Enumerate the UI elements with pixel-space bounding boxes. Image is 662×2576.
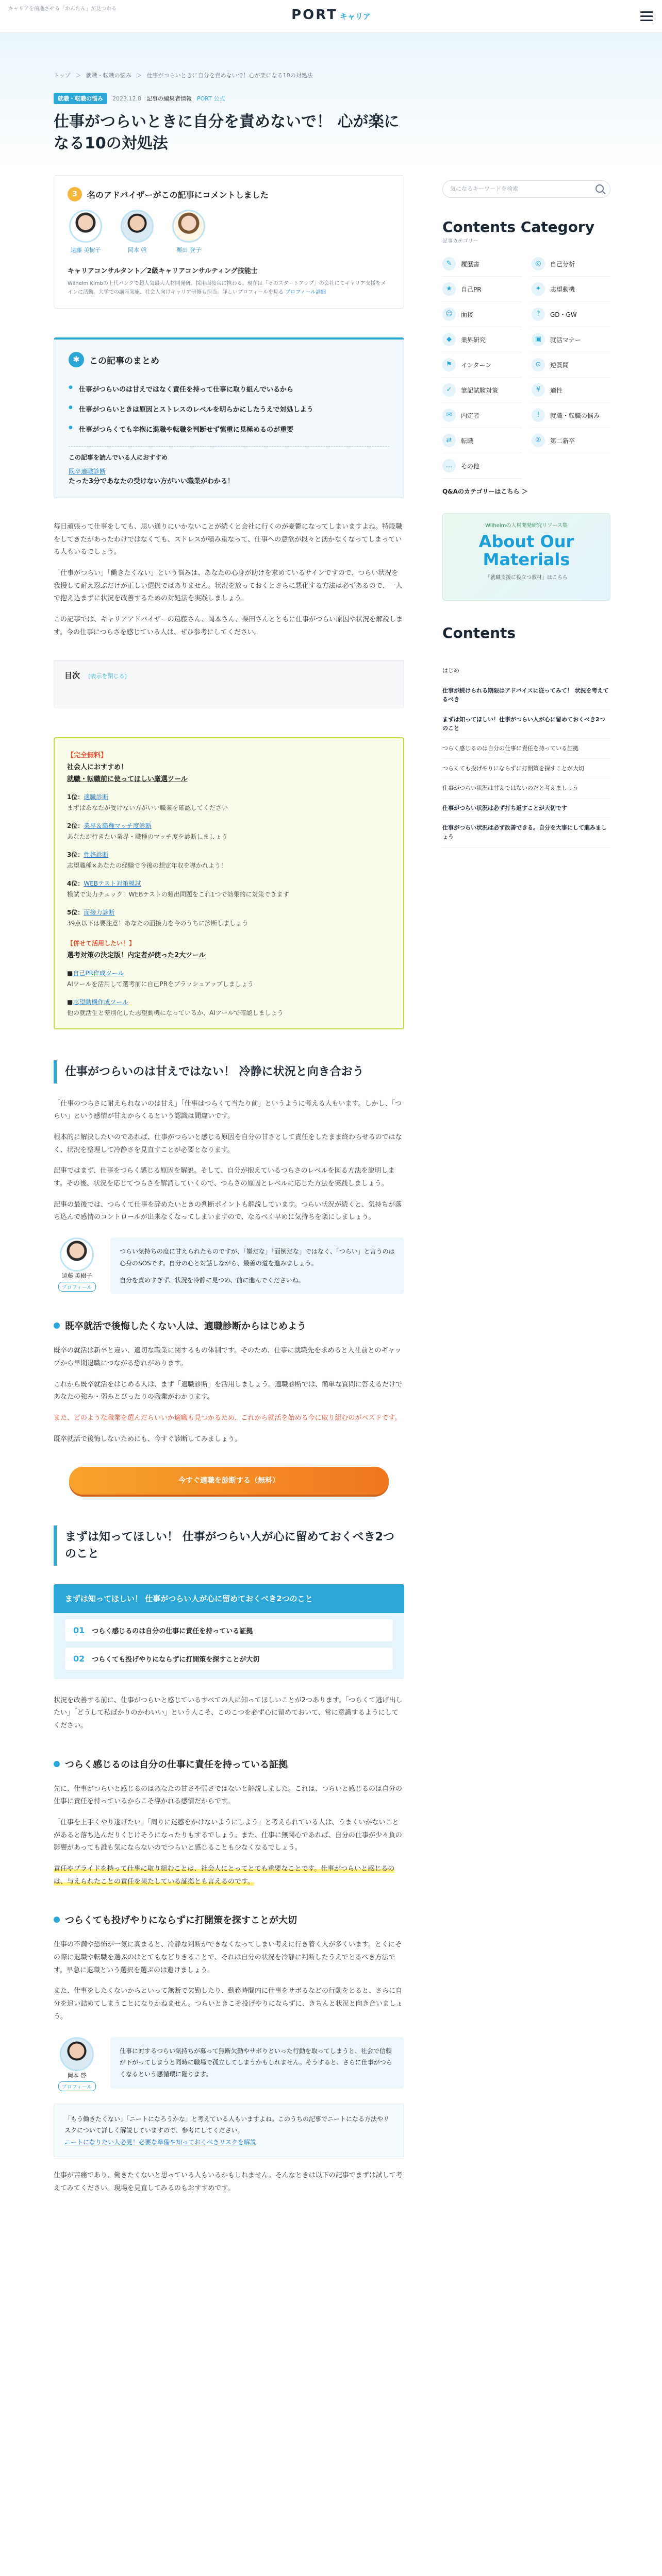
banner-caption: 「就職支援に役立つ教材」はこちら xyxy=(485,575,568,581)
editor-link[interactable]: PORT 公式 xyxy=(196,95,225,102)
banner-small-text: Wilhelmの人材開発研究リソース集 xyxy=(485,523,568,529)
promo-item xyxy=(67,821,391,841)
toc-item[interactable]: まずは知ってほしい！仕事がつらい人が心に留めておくべき2つのこと xyxy=(442,710,610,739)
category-item[interactable] xyxy=(532,251,610,277)
promo-tool-mark: ■ xyxy=(67,969,73,977)
comment-text: 仕事に対するつらい気持ちが募って無断欠勤やサボりといった行動を取ってしまうと、社会で信頼が下がってしまうと同時に職場で孤立してしまうかもしれません。そうすると、さらに仕事がつらくなるという悪循環に陥ります。 xyxy=(120,2047,392,2078)
advisor-count: 3 xyxy=(68,187,82,201)
promo-rank: 5位： xyxy=(67,908,84,916)
category-label: GD・GW xyxy=(550,311,577,318)
qa-category-link[interactable]: Q&Aのカテゴリーはこちら ＞ xyxy=(442,488,528,495)
toc-item[interactable]: 仕事がつらい状況は甘えではないのだと考えましょう xyxy=(442,778,610,799)
promo-item xyxy=(67,908,391,927)
promo-box xyxy=(54,737,404,1029)
promo-sub: 社会人におすすめ！ xyxy=(67,763,128,771)
article-meta xyxy=(54,93,404,104)
summary-point: ● 仕事がつらいときは原因とストレスのレベルを明らかにしたうえで対処しよう xyxy=(69,399,389,419)
summary-heading xyxy=(69,352,389,367)
summary-list xyxy=(69,379,389,439)
toc-label: 目次 xyxy=(64,670,80,680)
category-label: 転職 xyxy=(461,437,474,445)
site-tagline: キャリアを前進させる「かんたん」が見つかる xyxy=(8,6,117,12)
category-icon: ? xyxy=(532,308,545,321)
section-heading: 仕事がつらいのは甘えではない！ 冷静に状況と向き合おう xyxy=(54,1060,404,1083)
table-of-contents xyxy=(54,660,404,706)
category-label: 自己分析 xyxy=(550,260,575,268)
category-item[interactable] xyxy=(442,403,521,428)
toc-item[interactable]: 仕事が続けられる期限はアドバイスに従ってみて！ 状況を考えてるべき xyxy=(442,681,610,710)
point-number: 02 xyxy=(73,1653,85,1664)
category-icon: ✦ xyxy=(532,282,545,296)
section-paragraph-highlight xyxy=(54,1412,404,1425)
summary-heading-text: この記事のまとめ xyxy=(89,355,159,366)
comment-text: 自分を責めすぎず、状況を冷静に見つめ、前に進んでくださいね。 xyxy=(120,1276,305,1284)
advisor-card[interactable] xyxy=(119,210,155,254)
category-item[interactable] xyxy=(442,302,521,327)
category-item[interactable] xyxy=(532,378,610,403)
comment-author xyxy=(54,1238,100,1292)
diagnosis-cta-button[interactable]: 今すぐ適職を診断する（無料） xyxy=(69,1467,389,1495)
category-label: 自己PR xyxy=(461,285,482,293)
category-icon: ◆ xyxy=(442,333,456,346)
category-icon: ② xyxy=(532,434,545,447)
promo-section-sub: 選考対策の決定版！内定者が使った2大ツール xyxy=(67,951,206,959)
breadcrumb-current: 仕事がつらいときに自分を責めないで！心が楽になる10の対処法 xyxy=(146,72,313,79)
recommend-link[interactable]: 既卒適職診断 xyxy=(69,468,106,475)
lightbulb-icon: ✱ xyxy=(69,352,84,367)
category-icon: ☺ xyxy=(442,308,456,321)
advisor-avatars xyxy=(68,210,390,254)
promo-tool-mark: ■ xyxy=(67,998,73,1006)
comment-author-name: 岡本 啓 xyxy=(67,2072,87,2079)
category-icon: ◎ xyxy=(532,257,545,270)
toc-item[interactable]: 仕事がつらい状況は必ず打ち返すことが大切です xyxy=(442,799,610,819)
category-label: 就活マナー xyxy=(550,336,582,344)
promo-rank: 1位： xyxy=(67,793,84,801)
advisor-role: キャリアコンサルタント／2級キャリアコンサルティング技能士 xyxy=(68,267,258,275)
advisor-description xyxy=(68,279,390,297)
avatar xyxy=(121,210,154,243)
point-number: 01 xyxy=(73,1625,85,1635)
category-label: 内定者 xyxy=(461,412,480,419)
category-label: 面接 xyxy=(461,311,474,318)
editor-label: 記事の編集者情報 xyxy=(146,95,192,102)
category-title: Contents Category xyxy=(442,218,594,235)
advisor-name: 遠藤 美樹子 xyxy=(70,247,101,253)
breadcrumb xyxy=(54,71,316,79)
category-label: インターン xyxy=(461,361,492,369)
promo-link[interactable]: 性格診断 xyxy=(84,851,109,858)
promo-desc: まずはあなたが受けない方がいい職業を確認してください xyxy=(67,804,228,811)
summary-point: ● 仕事がつらくても辛抱に退職や転職を判断せず慎重に見極めるのが重要 xyxy=(69,419,389,439)
section-paragraph: 「仕事のつらさに耐えられないのは甘え」「仕事はつらくて当たり前」というように考える人もいます。しかし、「つらい」という感情が甘えからくるという認識は間違いです。 xyxy=(54,1099,402,1121)
advisor-heading-text: 名のアドバイザーがこの記事にコメントしました xyxy=(87,190,269,200)
category-icon: ! xyxy=(532,409,545,422)
category-label: 業界研究 xyxy=(461,336,486,344)
intro-paragraph: この記事では、キャリアアドバイザーの遠藤さん、岡本さん、栗田さんとともに仕事がつらい原因や状況を解説します。今の仕事につらさを感じている人は、ぜひ参考にしてください。 xyxy=(54,616,403,636)
advisor-comment xyxy=(54,1238,404,1294)
sidebar-toc xyxy=(442,661,610,848)
comment-text: つらい気持ちの度に甘えられたものですが、「嫌だな」「面倒だな」ではなく、「つらい」と言うのは心身のSOSです。自分の心と対話しながら、最善の道を進みましょう。 xyxy=(120,1248,395,1267)
advisor-card[interactable] xyxy=(171,210,207,254)
avatar xyxy=(60,1238,94,1272)
comment-author xyxy=(54,2037,100,2091)
subsection-heading: 既卒就活で後悔したくない人は、適職診断からはじめよう xyxy=(54,1319,404,1332)
breadcrumb-separator: ＞ xyxy=(75,72,81,79)
promo-sub: 就職・転職前に使ってほしい厳選ツール xyxy=(67,775,188,783)
section-paragraph: 記事の最後では、つらくて仕事を辞めたいときの判断ポイントも解説しています。つらい状況が続くと、気持ちが落ち込んで感情のコントロールが出来なくなってしまいますので、なるべく早めに気持ちを楽にしましょう。 xyxy=(54,1200,402,1222)
category-item[interactable] xyxy=(532,428,610,453)
highlight-text: また、どのような職業を選んだらいいか適職も見つかるため、これから就活を始める今に取り組むのがベストです。 xyxy=(54,1414,402,1422)
breadcrumb-item[interactable]: 就職・転職の悩み xyxy=(86,72,131,79)
category-item[interactable] xyxy=(532,403,610,428)
category-icon: ⚑ xyxy=(442,358,456,371)
promo-desc: 模試で実力チェック！WEBテストの頻出問題をこれ1つで効果的に対策できます xyxy=(67,890,289,898)
category-item[interactable] xyxy=(442,352,521,378)
section-paragraph: 先に、仕事がつらいと感じるのはあなたの甘さや弱さではないと解説しました。これは、つらいと感じるのは自分の仕事に責任を持っているからこそ導かれる感情だからです。 xyxy=(54,1785,403,1806)
promo-link[interactable]: 業界＆職種マッチ度診断 xyxy=(84,822,152,829)
advisor-box xyxy=(54,175,404,309)
section-paragraph: 「仕事を上手くやり遂げたい」「周りに迷惑をかけないようにしよう」と考えられている人は、うまくいかないことがあると落ち込んだりくじけそうになったりもするでしょう。また、仕事に無関心であれば、自分の仕事が少々負の影響があっても誰も気にならないのでつらいと感じることも少なくなるでしょう。 xyxy=(54,1818,402,1852)
profile-button[interactable]: プロフィール xyxy=(58,2081,96,2091)
related-article-box xyxy=(54,2105,404,2157)
hamburger-menu-icon[interactable] xyxy=(640,11,653,24)
search-icon[interactable] xyxy=(595,184,604,193)
promo-link[interactable]: WEBテスト対策模試 xyxy=(84,879,141,887)
recommend-label: この記事を読んでいる人におすすめ xyxy=(69,446,389,462)
section-paragraph: 既卒就活で後悔しないためにも、今すぐ診断してみましょう。 xyxy=(54,1435,242,1443)
avatar xyxy=(60,2037,94,2071)
section-paragraph: また、仕事をしたくないからといって無断で欠勤したり、勤務時間内に仕事をサボるなどの行動をとると、さらに自分を追い詰めてしまうことになりかねません。つらいときこそ投げやりにならずに、きちんと状況と向き合いましょう。 xyxy=(54,1987,403,2021)
section-paragraph: 状況を改善する前に、仕事がつらいと感じているすべての人に知ってほしいことが2つあります。「つらくて逃げ出したい」「どうして私ばかりのかわいい」という人こそ、このこつを必ず心に留めておいて、常に意識するようにしてください。 xyxy=(54,1696,403,1730)
breadcrumb-separator: ＞ xyxy=(136,72,142,79)
category-icon: ✉ xyxy=(442,409,456,422)
toc-item[interactable]: つらくても投げやりにならずに打開策を探すことが大切 xyxy=(442,759,610,779)
recommend-sub: たった3分であなたの受けない方がいい職業がわかる！ xyxy=(69,478,235,485)
category-subtitle: 記事カテゴリー xyxy=(442,239,478,244)
category-item[interactable] xyxy=(442,277,521,302)
promo-rank: 4位： xyxy=(67,879,84,887)
banner-title: About Our Materials xyxy=(478,532,574,570)
category-icon: ✎ xyxy=(442,257,456,270)
category-item[interactable] xyxy=(532,302,610,327)
comment-author-name: 遠藤 美樹子 xyxy=(61,1273,92,1279)
breadcrumb-item[interactable]: トップ xyxy=(54,72,71,79)
category-item[interactable] xyxy=(532,277,610,302)
article-title: 仕事がつらいときに自分を責めないで！ 心が楽になる10の対処法 xyxy=(54,113,400,152)
toc-item[interactable]: はじめ xyxy=(442,661,610,681)
advisor-name: 栗田 登子 xyxy=(176,247,201,253)
section-paragraph: これから既卒就活をはじめる人は、まず「適職診断」を活用しましょう。適職診断では、簡単な質問に答えるだけであなたの強み・弱みとぴったりの職業がわかります。 xyxy=(54,1380,403,1401)
category-label: その他 xyxy=(461,462,480,470)
category-grid xyxy=(442,251,610,479)
summary-point: ● 仕事がつらいのは甘えではなく責任を持って仕事に取り組んでいるから xyxy=(69,379,389,399)
category-icon: ▣ xyxy=(532,333,545,346)
promo-desc: 志望職種×あなたの経験で今後の想定年収を導かれよう！ xyxy=(67,861,227,869)
promo-desc: あなたが行きたい業界・職種のマッチ度を診断しましょう xyxy=(67,833,228,840)
section-paragraph: 仕事が苦痛であり、働きたくないと思っている人もいるかもしれません。そんなときは以下の記事でまずは試して考えてみてください。現場を見直してみるのもおすすめです。 xyxy=(54,2171,403,2192)
category-item[interactable] xyxy=(442,378,521,403)
related-text: 「もう働きたくない」「ニートになろうかな」と考えている人もいますよね。このうちの記事でニートになる方法やリスクについて詳しく解説していますので、参考にしてください。 xyxy=(64,2115,390,2134)
promo-link[interactable]: 適職診断 xyxy=(84,793,109,801)
category-item[interactable] xyxy=(442,251,521,277)
category-icon: … xyxy=(442,459,456,472)
point-item[interactable] xyxy=(65,1648,393,1670)
promo-section-head: 【併せて活用したい！】 xyxy=(67,939,136,947)
intro-paragraph: 毎日頑張って仕事をしても、思い通りにいかないことが続くと会社に行くのが憂鬱になってしまいますよね。特段職をしてきたがあったわけではなくても、ストレスが積み重なって、仕事への意欲が段々と湧かなくなってしまっている人もいるでしょう。 xyxy=(54,523,403,556)
promo-desc: 39点以下は要注意！あなたの面接力を今のうちに診断しましょう xyxy=(67,919,249,927)
section-paragraph: 既卒の就活は新卒と違い、適切な職業に関するもの体制です。そのため、仕事に就職先を求めると入社前とのギャップから早期退職につながる恐れがあります。 xyxy=(54,1347,402,1368)
contents-title: Contents xyxy=(442,624,516,641)
section-paragraph: 記事ではまず、仕事をつらく感じる原因を解説。そして、自分が抱えているつらさのレベルを図る方法を説明します。その後、状況を応じてつらさを解消していくので、つらさの原因とレベルに応じた方法を実践しましょう。 xyxy=(54,1167,395,1188)
logo-port: PORT xyxy=(291,7,338,23)
article-main xyxy=(54,93,404,2195)
promo-tool xyxy=(67,969,391,988)
category-item[interactable] xyxy=(442,327,521,352)
promo-item xyxy=(67,850,391,870)
subsection-heading: つらく感じるのは自分の仕事に責任を持っている証拠 xyxy=(54,1757,404,1771)
promo-tool-desc: AIツールを活用して選考前に自己PRをブラッシュアップしましょう xyxy=(67,980,254,988)
toc-item[interactable]: 仕事がつらい状況は必ず改善できる。自分を大事にして進みましょう xyxy=(442,818,610,847)
promo-tool xyxy=(67,997,391,1017)
section-paragraph: 仕事の不満や恐怖が一気に高まると、冷静な判断ができなくなってしまい考えに行き着く人が多くいます。とくにその際に退職や転職を選ぶのはとてもなどりきることで、それは自分の状況を冷静に判断したうえでとるべき方法です。早急に退職という選択を選ぶのは避けましょう。 xyxy=(54,1941,402,1974)
promo-tool-link[interactable]: 自己PR作成ツール xyxy=(73,969,124,977)
promo-item xyxy=(67,792,391,812)
search-input[interactable] xyxy=(442,180,610,198)
advisor-heading xyxy=(68,187,269,201)
profile-button[interactable]: プロフィール xyxy=(58,1282,96,1292)
promo-link[interactable]: 面接力診断 xyxy=(84,908,115,916)
site-logo[interactable] xyxy=(291,7,371,23)
advisor-name: 岡本 啓 xyxy=(127,247,147,253)
category-icon: ✓ xyxy=(442,383,456,397)
category-item[interactable] xyxy=(442,453,521,479)
publish-date: 2023.12.8 xyxy=(112,95,141,102)
promo-rank: 3位： xyxy=(67,851,84,858)
sidebar xyxy=(442,180,610,848)
category-item[interactable] xyxy=(442,428,521,453)
category-label: 筆記試験対策 xyxy=(461,386,499,394)
category-label: 履歴書 xyxy=(461,260,480,268)
category-label: 志望動機 xyxy=(550,285,575,293)
category-icon: ⇄ xyxy=(442,434,456,447)
advisor-profile-link[interactable]: プロフィール詳細 xyxy=(285,290,326,295)
intro-paragraph: 「仕事がつらい」「働きたくない」という悩みは、あなたの心身が助けを求めているサインですので、つらい状況を我慢して耐え忍ぶだけが正しい選択ではありません。状況を放っておくとさらに悪化する方法は必ずあるので、一人で抱え込まずに状況を改善するための対処法を実践しましょう。 xyxy=(54,569,403,603)
avatar xyxy=(69,210,102,243)
category-item[interactable] xyxy=(532,352,610,378)
subsection-heading: つらくても投げやりにならずに打開策を探すことが大切 xyxy=(54,1913,404,1926)
category-label: 適性 xyxy=(550,386,563,394)
promo-head: 【完全無料】 xyxy=(67,751,108,759)
avatar xyxy=(172,210,205,243)
toc-item[interactable]: つらく感じるのは自分の仕事に責任を持っている証拠 xyxy=(442,739,610,759)
search-placeholder: 気になるキーワードを検索 xyxy=(450,185,518,192)
related-article-link[interactable]: ニートになりたい人必見！必要な準備や知っておくべきリスクを解説 xyxy=(64,2139,256,2146)
article-summary xyxy=(54,337,404,498)
section-heading: まずは知ってほしい！ 仕事がつらい人が心に留めておくべき2つのこと xyxy=(54,1526,404,1566)
section-paragraph: 根本的に解決したいのであれば、仕事がつらいと感じる原因を自分の甘さとして責任をしたまま終わらせるのではなく、状況を整理して冷静さを見直すことが必要となります。 xyxy=(54,1133,402,1154)
points-box-title: まずは知ってほしい！ 仕事がつらい人が心に留めておくべき2つのこと xyxy=(54,1584,404,1613)
promo-tool-desc: 他の就活生と差別化した志望動機になっているか、AIツールで確認しましょう xyxy=(67,1009,284,1016)
points-box xyxy=(54,1584,404,1679)
category-icon: ¥ xyxy=(532,383,545,397)
materials-banner[interactable] xyxy=(442,513,610,601)
site-header xyxy=(0,0,662,33)
point-text: つらくても投げやりにならずに打開策を探すことが大切 xyxy=(92,1655,260,1664)
promo-tool-link[interactable]: 志望動機作成ツール xyxy=(73,998,129,1006)
category-icon: ★ xyxy=(442,282,456,296)
category-label: 就職・転職の悩み xyxy=(550,412,600,419)
comment-bubble xyxy=(110,1238,404,1294)
category-item[interactable] xyxy=(532,327,610,352)
comment-bubble xyxy=(110,2037,404,2089)
point-item[interactable] xyxy=(65,1619,393,1641)
category-label: 逆質問 xyxy=(550,361,569,369)
section-paragraph-highlight xyxy=(54,1863,404,1888)
category-icon: ⊙ xyxy=(532,358,545,371)
toc-toggle[interactable]: [表示を閉じる] xyxy=(88,672,127,680)
category-tag[interactable]: 就職・転職の悩み xyxy=(54,93,107,104)
promo-rank: 2位： xyxy=(67,822,84,829)
advisor-comment xyxy=(54,2037,404,2091)
highlight-text: 責任やプライドを持って仕事に取り組むことは、社会人にとってとても重要なことです。仕事がつらいと感じるのは、与えられたことの責任を果たしている証拠とも言えるのです。 xyxy=(54,1865,395,1886)
promo-item xyxy=(67,879,391,899)
logo-career: キャリア xyxy=(339,12,371,21)
advisor-description-text: Wilhelm Kimbの上代パンクで超人気最大人材開発研。採用面接官に携わる。現在は「そのスタートアップ」の会社にてキャリア支援をメインに活動。大学での講座実施、社会人向けキャリア研修も担当。詳しいプロフィールを見る xyxy=(68,281,386,295)
advisor-card[interactable] xyxy=(68,210,104,254)
point-text: つらく感じるのは自分の仕事に責任を持っている証拠 xyxy=(92,1627,253,1635)
category-label: 第二新卒 xyxy=(550,437,575,445)
